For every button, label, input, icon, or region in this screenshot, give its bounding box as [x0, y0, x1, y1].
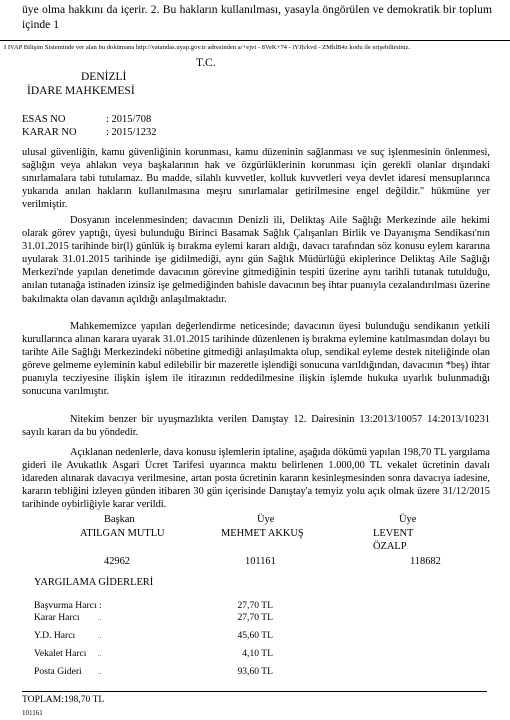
- paragraph-2: Dosyanın incelenmesinden; davacının Denizli ili, Deliktaş Aile Sağlığı Merkezinde aile hekimi olarak görev yaptığı, üyesi bulunduğu Birinci Basamak Sağlık Çalışanları Birlik ve Dayanışma Sendikası'nın 31.01.2015 tarihinde bir(l) günlük iş bırakma eylemi kararı aldığı, davacı tarafından söz konusu eylem kararına uyularak 31.01.2015 tarihinde işe gidilmediği, aynı gün Sağlık Müdürlüğü ekiplerince Deliktaş Aile Sağlığı Merkezi'nde yapılan denetimde davacının görevine gitmediğinin tespiti üzerine aynı tarihli tutanak tutulduğu, anılan tutanağa istinaden izinsiz işe gelmediğinden bahisle davacının beş ihtar puanıyla cezalandırılması üzerine bakılmakta olan davanın açıldığı anlaşılmaktadır.: [22, 215, 490, 305]
- paragraph-3: Mahkememizce yapılan değerlendirme neticesinde; davacının üyesi bulunduğu sendikanın yetkili kurullarınca alınan karara uyarak 31.01.2015 tarihinde düzenlenen iş bırakma eylemine katılmasından dolayı bu tarihte Aile Sağlığı Merkezindeki nöbetine gitmediği anlaşılmakta olup, sendikal eyleme destek niteliğinde olan göreve gelmeme eyleminin kabul edilebilir bir mazeretle işlendiği sonucuna varıldığından, davacının *beş) ihtar puanıyla tecziyesine ilişkin işlem ile itirazının reddedilmesine ilişkin işlemde hukuka uyarlık bulunmadığı sonucuna varılmıştır.: [22, 321, 490, 398]
- cost-leader: ..: [98, 634, 101, 640]
- uyap-access-note: I IVAP Bilişim Sisteminde ver alan bu dokümana http://vatandas.uyap.gov.tr adresinden a/+ejvt - 8VeK+74 - iYJh/kvd - ZMhlB4z kodu ile erişebilirsiniz.: [4, 44, 411, 51]
- name-uye-2: LEVENT: [373, 528, 414, 539]
- paragraph-4: Nitekim benzer bir uyuşmazlıkta verilen Danıştay 12. Dairesinin 13:2013/10057 14:2013/10231 sayılı kararı da bu yöndedir.: [22, 414, 490, 439]
- paragraph-5: Açıklanan nedenlerle, dava konusu işlemlerin iptaline, aşağıda dökümü yapılan 198,70 TL yargılama gideri ile Avukatlık Asgari Ücret Tarifesi uyarınca maktu belirlenen 1.000,00 TL vekalet ücretinin davalı idareden alınarak davacıya verilmesine, artan posta ücretinin kararın kesinleşmesinden sonra davacıya iadesine, kararın tebliğini izleyen günden itibaren 30 gün içerisinde Danıştay'a temyiz yolu açık olmak üzere 31/12/2015 tarihinde oybirliğiyle karar verildi.: [22, 447, 490, 511]
- footer-number: 101161: [22, 709, 43, 717]
- cost-value: 45,60 TL: [237, 630, 273, 641]
- court-heading: İDARE MAHKEMESİ: [27, 85, 135, 97]
- total-divider: [22, 691, 487, 692]
- cost-value: 27,70 TL: [237, 600, 273, 611]
- esas-label: ESAS NO: [22, 114, 66, 125]
- cost-total: TOPLAM:198,70 TL: [22, 694, 105, 705]
- cost-leader: ..: [98, 670, 101, 676]
- cost-label: Posta Gideri: [34, 666, 82, 677]
- header-divider: [0, 40, 510, 41]
- number-uye-1: 101161: [245, 556, 276, 567]
- cost-label: Y.D. Harcı: [34, 630, 76, 641]
- number-uye-2: 118682: [410, 556, 441, 567]
- paragraph-1: ulusal güvenliğin, kamu güvenliğinin korunması, kamu düzeninin sağlanması ve suç işlenmesinin önlenmesi, sağlığın veya ahlakın veya başkalarının hak ve özgürlüklerinin korunması için gerekli olanlar dışındaki sınırlamalara tabi tutulamaz. Bu madde, silahlı kuvvetler, kolluk kuvvetleri veya devlet idaresi mensuplarınca yukarıda anılan hakların kullanılmasına meşru sınırlamalar getirilmesine engel değildir." hükmüne yer verilmiştir.: [22, 147, 490, 211]
- cost-label: Karar Harcı: [34, 612, 80, 623]
- costs-title: YARGILAMA GİDERLERİ: [34, 577, 154, 588]
- continuation-text: üye olma hakkını da içerir. 2. Bu hakların kullanılması, yasayla öngörülen ve demokratik bir toplum içinde 1: [22, 3, 492, 31]
- karar-label: KARAR NO: [22, 127, 77, 138]
- role-baskan: Başkan: [104, 514, 135, 525]
- number-baskan: 42962: [104, 556, 130, 567]
- cost-label: Vekalet Harcı: [34, 648, 87, 659]
- esas-value: : 2015/708: [106, 114, 152, 125]
- name-uye-2-surname: ÖZALP: [373, 541, 407, 552]
- city-heading: DENİZLİ: [81, 71, 127, 83]
- cost-leader: ..: [98, 616, 101, 622]
- cost-value: 93,60 TL: [237, 666, 273, 677]
- cost-label: Başvurma Harcı :: [34, 600, 102, 611]
- role-uye-1: Üye: [257, 514, 275, 525]
- cost-value: 4,10 TL: [242, 648, 273, 659]
- tc-heading: T.C.: [196, 57, 216, 69]
- name-uye-1: MEHMET AKKUŞ: [221, 528, 304, 539]
- role-uye-2: Üye: [399, 514, 417, 525]
- cost-value: 27,70 TL: [237, 612, 273, 623]
- cost-leader: ..: [98, 652, 101, 658]
- name-baskan: ATILGAN MUTLU: [80, 528, 165, 539]
- karar-value: : 2015/1232: [106, 127, 157, 138]
